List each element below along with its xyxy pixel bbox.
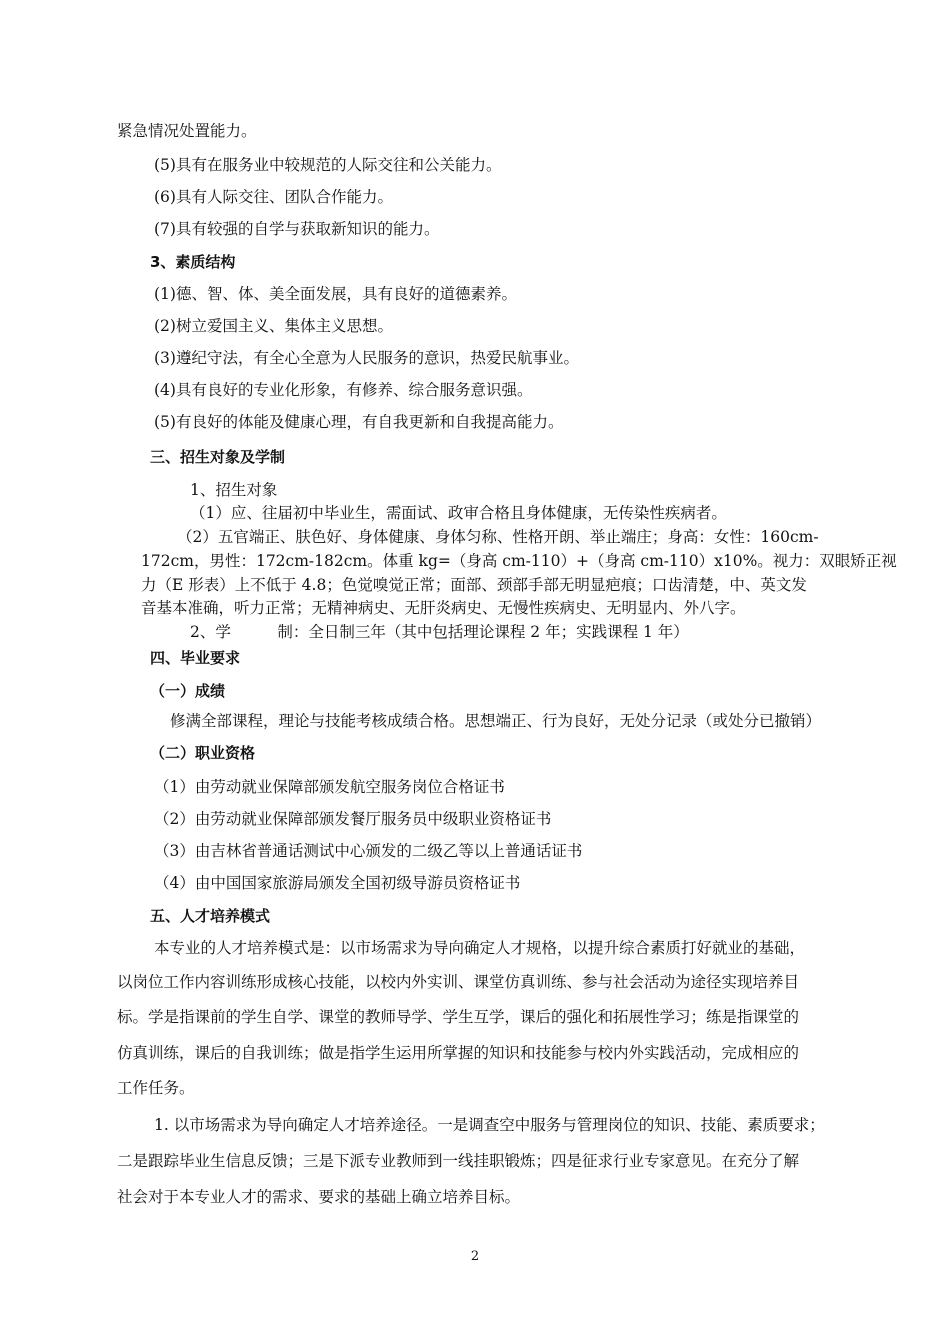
body-text-line: (4)具有良好的专业化形象，有修养、综合服务意识强。	[154, 381, 533, 399]
body-text-line: （3）由吉林省普通话测试中心颁发的二级乙等以上普通话证书	[154, 842, 583, 860]
body-text-line: 工作任务。	[117, 1079, 195, 1097]
body-text-line: （2）由劳动就业保障部颁发餐厅服务员中级职业资格证书	[154, 810, 552, 828]
body-text-line: 标。学是指课前的学生自学、课堂的教师导学、学生互学，课后的强化和拓展性学习；练是指课堂的	[117, 1008, 800, 1026]
body-text-line: (6)具有人际交往、团队合作能力。	[154, 188, 393, 206]
body-text-line: 社会对于本专业人才的需求、要求的基础上确立培养目标。	[117, 1188, 521, 1206]
body-text-line: （1）应、往届初中毕业生，需面试、政审合格且身体健康，无传染性疾病者。	[190, 504, 727, 522]
body-text-line: 修满全部课程，理论与技能考核成绩合格。思想端正、行为良好，无处分记录（或处分已撤销）	[170, 712, 822, 730]
body-text-line: 本专业的人才培养模式是：以市场需求为导向确定人才规格，以提升综合素质打好就业的基础，	[154, 939, 806, 957]
body-text-line: (5)具有在服务业中较规范的人际交往和公关能力。	[154, 156, 502, 174]
body-text-line: 2、学 制：全日制三年（其中包括理论课程 2 年；实践课程 1 年）	[190, 623, 689, 641]
body-text-line: （2）五官端正、肤色好、身体健康、身体匀称、性格开朗、举止端庄；身高：女性：160cm-	[177, 528, 819, 546]
body-text-line: (5)有良好的体能及健康心理，有自我更新和自我提高能力。	[154, 413, 564, 431]
body-text-line: 音基本准确，听力正常；无精神病史、无肝炎病史、无慢性疾病史、无明显内、外八字。	[141, 599, 746, 617]
body-text-line: （4）由中国国家旅游局颁发全国初级导游员资格证书	[154, 874, 521, 892]
section-heading: 三、招生对象及学制	[150, 448, 286, 466]
body-text-line: 172cm，男性：172cm-182cm。体重 kg=（身高 cm-110）+（身高 cm-110）x10%。视力：双眼矫正视	[141, 552, 897, 570]
body-text-line: （1）由劳动就业保障部颁发航空服务岗位合格证书	[154, 778, 505, 796]
body-text-line: 力（E 形表）上不低于 4.8；色觉嗅觉正常；面部、颈部手部无明显疤痕；口齿清楚，中、英文发	[141, 576, 807, 594]
body-text-line: 以岗位工作内容训练形成核心技能，以校内外实训、课堂仿真训练、参与社会活动为途径实现培养目	[117, 973, 800, 991]
section-heading: 五、人才培养模式	[150, 907, 271, 925]
subsection-heading: （一）成绩	[150, 682, 226, 700]
body-text-line: (2)树立爱国主义、集体主义思想。	[154, 317, 393, 335]
body-text-line: 二是跟踪毕业生信息反馈；三是下派专业教师到一线挂职锻炼；四是征求行业专家意见。在充分了解	[117, 1152, 800, 1170]
body-text-line: 1. 以市场需求为导向确定人才培养途径。一是调查空中服务与管理岗位的知识、技能、素质要求；	[154, 1116, 825, 1134]
body-text-line: 紧急情况处置能力。	[117, 122, 257, 140]
section-heading: 四、毕业要求	[150, 649, 241, 667]
body-text-line: (3)遵纪守法，有全心全意为人民服务的意识，热爱民航事业。	[154, 349, 579, 367]
body-text-line: (1)德、智、体、美全面发展，具有良好的道德素养。	[154, 285, 517, 303]
subsection-heading: （二）职业资格	[150, 744, 256, 762]
body-text-line: (7)具有较强的自学与获取新知识的能力。	[154, 220, 440, 238]
body-text-line: 1、招生对象	[190, 481, 278, 499]
section-heading: 3、素质结构	[150, 253, 236, 271]
body-text-line: 仿真训练，课后的自我训练；做是指学生运用所掌握的知识和技能参与校内外实践活动，完成相应的	[117, 1044, 800, 1062]
page-number: 2	[470, 1249, 480, 1264]
